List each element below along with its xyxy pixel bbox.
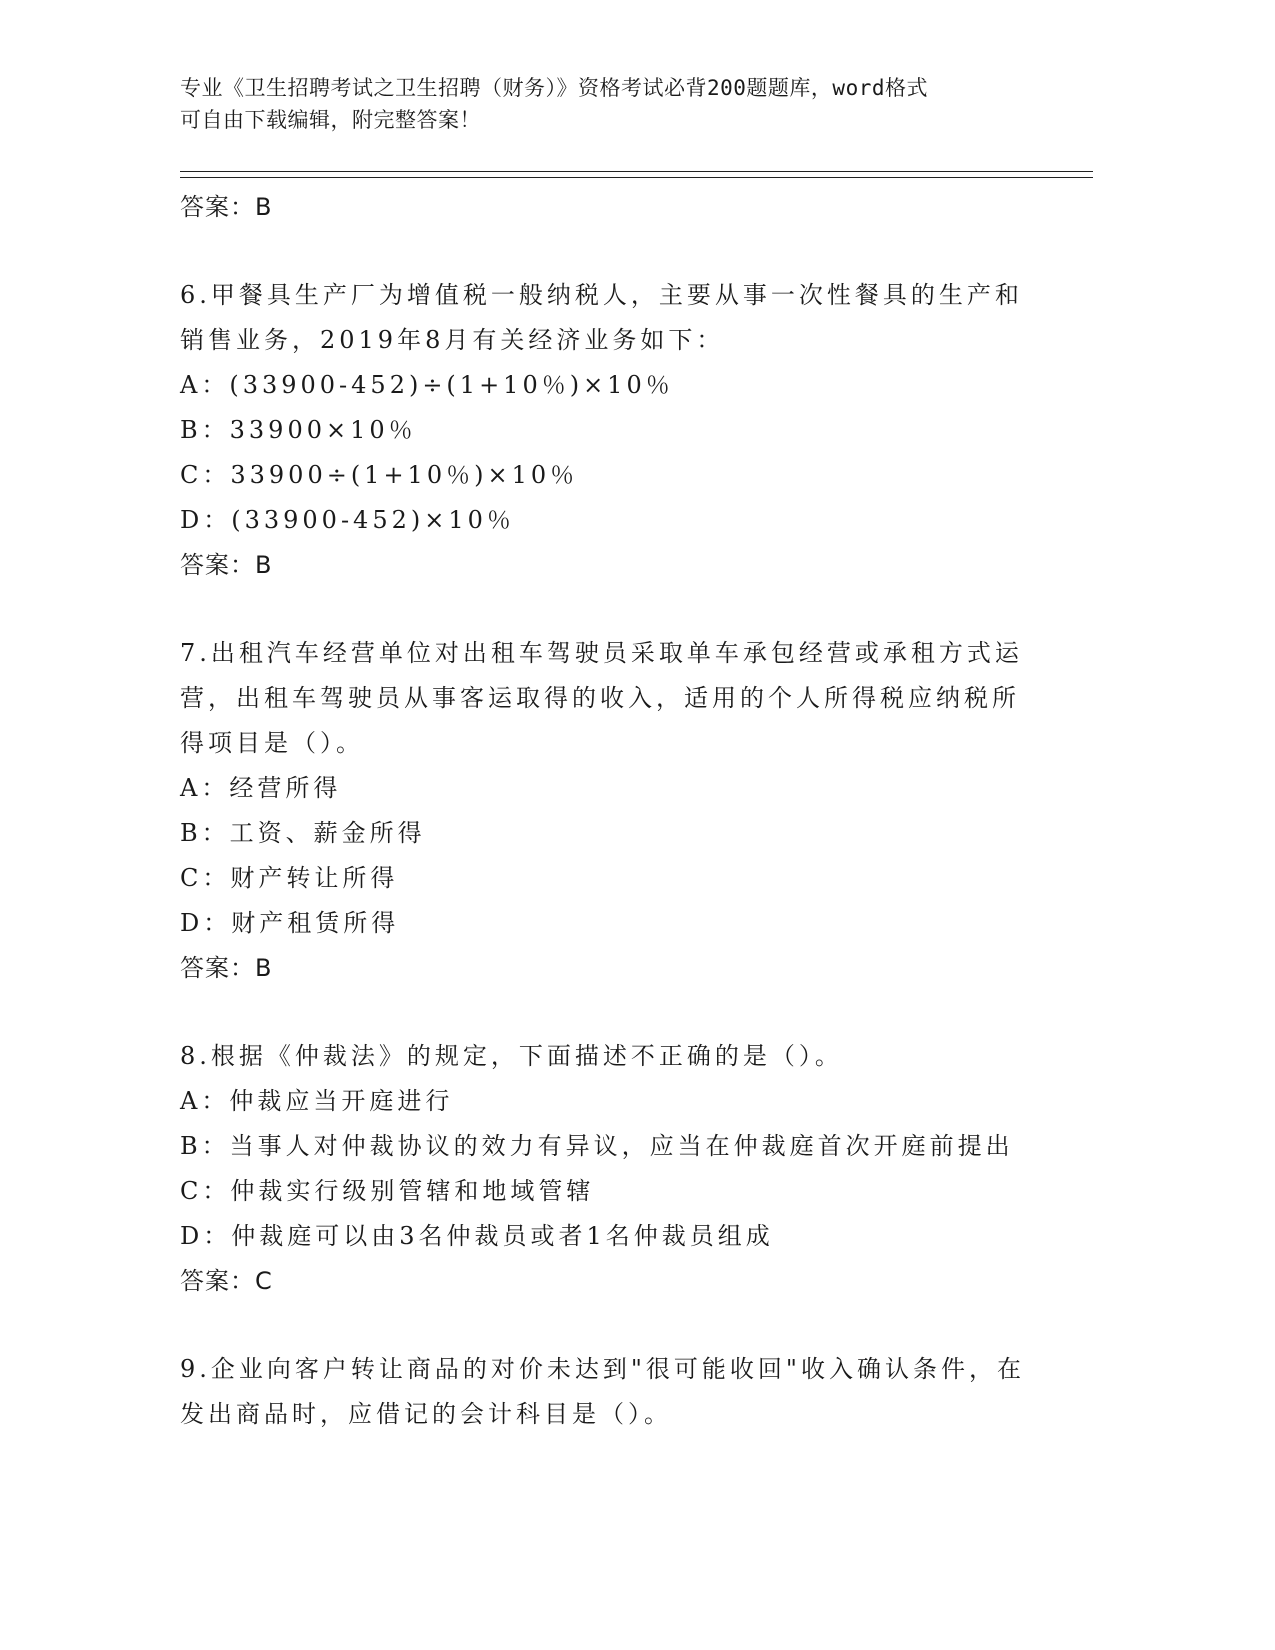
answer-line: 答案：B bbox=[180, 954, 273, 982]
header-line-1: 专业《卫生招聘考试之卫生招聘（财务）》资格考试必背200题题库，word格式 bbox=[180, 76, 928, 100]
spacer bbox=[180, 588, 1060, 631]
header-line-2: 可自由下载编辑，附完整答案！ bbox=[180, 108, 481, 132]
question-6 bbox=[180, 273, 1060, 588]
spacer bbox=[180, 991, 1060, 1034]
spacer bbox=[180, 1304, 1060, 1347]
question-text: 营，出租车驾驶员从事客运取得的收入，适用的个人所得税应纳税所 bbox=[180, 684, 1020, 712]
answer-line: 答案：B bbox=[180, 193, 273, 221]
header-divider-bottom bbox=[180, 177, 1093, 178]
header-divider-top bbox=[180, 171, 1093, 172]
option-c: C：财产转让所得 bbox=[180, 864, 399, 892]
question-7 bbox=[180, 631, 1060, 991]
question-text: 9.企业向客户转让商品的对价未达到"很可能收回"收入确认条件，在 bbox=[180, 1355, 1025, 1383]
question-9 bbox=[180, 1347, 1060, 1437]
question-list bbox=[180, 185, 1060, 1437]
spacer bbox=[180, 230, 1060, 273]
question-8 bbox=[180, 1034, 1060, 1304]
option-a: A：(33900-452)÷(1+10％)×10％ bbox=[180, 371, 674, 399]
option-a: A：仲裁应当开庭进行 bbox=[180, 1087, 454, 1115]
option-d: D：(33900-452)×10％ bbox=[180, 506, 515, 534]
answer-line: 答案：C bbox=[180, 1267, 273, 1295]
option-a: A：经营所得 bbox=[180, 774, 342, 802]
question-text: 8.根据《仲裁法》的规定，下面描述不正确的是（）。 bbox=[180, 1042, 843, 1070]
question-text: 得项目是（）。 bbox=[180, 729, 364, 757]
option-b: B：工资、薪金所得 bbox=[180, 819, 426, 847]
option-b: B：33900×10％ bbox=[180, 416, 417, 444]
question-text: 6.甲餐具生产厂为增值税一般纳税人，主要从事一次性餐具的生产和 bbox=[180, 281, 1023, 309]
document-header bbox=[180, 72, 1060, 136]
question-text: 7.出租汽车经营单位对出租车驾驶员采取单车承包经营或承租方式运 bbox=[180, 639, 1023, 667]
option-d: D：仲裁庭可以由3名仲裁员或者1名仲裁员组成 bbox=[180, 1222, 774, 1250]
question-text: 发出商品时，应借记的会计科目是（）。 bbox=[180, 1400, 672, 1428]
option-c: C：33900÷(1+10％)×10％ bbox=[180, 461, 579, 489]
answer-line: 答案：B bbox=[180, 551, 273, 579]
option-c: C：仲裁实行级别管辖和地域管辖 bbox=[180, 1177, 595, 1205]
option-d: D：财产租赁所得 bbox=[180, 909, 400, 937]
question-text: 销售业务，2019年8月有关经济业务如下： bbox=[180, 326, 725, 354]
option-b: B：当事人对仲裁协议的效力有异议，应当在仲裁庭首次开庭前提出 bbox=[180, 1132, 1014, 1160]
